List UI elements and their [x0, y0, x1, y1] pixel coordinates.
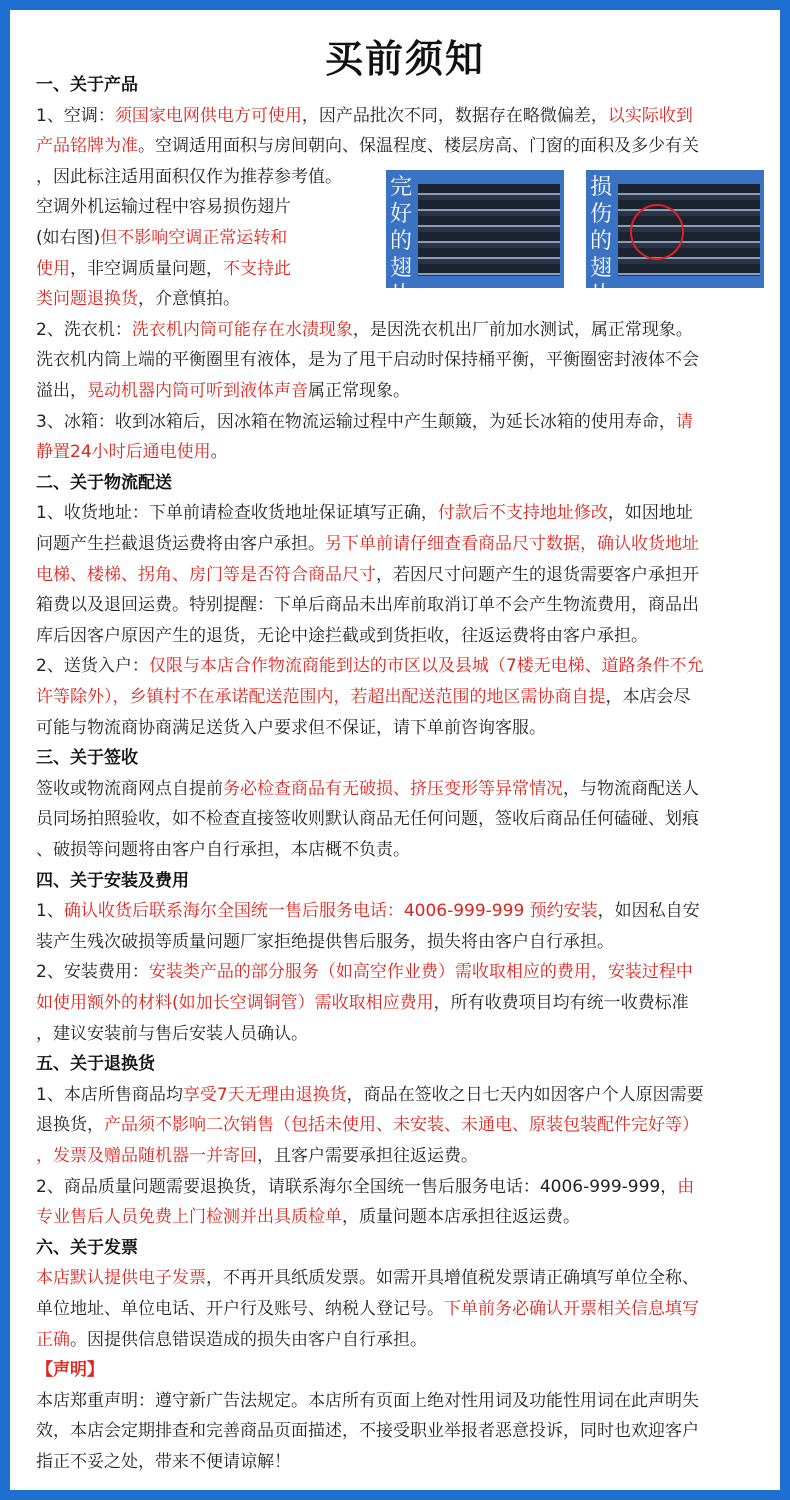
text-line	[36, 1325, 427, 1350]
text-line	[36, 1202, 580, 1227]
text-line	[36, 682, 691, 707]
text-line	[36, 131, 699, 156]
highlight-text: 务必检查商品有无破损、挤压变形等异常情况	[223, 778, 563, 799]
text-line	[36, 651, 704, 676]
text-line	[36, 957, 693, 982]
body-text: 问题产生拦截退货运费将由客户承担。	[36, 534, 325, 554]
text-line	[36, 1080, 704, 1105]
text-line	[36, 498, 693, 523]
section-heading: 六、关于发票	[36, 1237, 138, 1258]
body-text: ，非空调质量问题，	[70, 258, 223, 279]
body-text: ，所有收费项目均有统一收费标准	[433, 993, 689, 1013]
body-text: ，如因私自安	[597, 901, 700, 922]
body-text: ，与物流商配送人	[563, 778, 699, 799]
highlight-text: 付款后不支持地址修改	[437, 503, 608, 524]
body-text: 2、送货入户：	[36, 656, 149, 677]
section-heading: 三、关于签收	[36, 748, 138, 769]
body-text: ，因此标注适用面积仅作为推荐参考值。	[36, 166, 342, 187]
body-text: ，商品在签收之日七天内如因客户个人原因需要	[346, 1084, 704, 1105]
body-text: 属正常现象。	[308, 381, 410, 401]
text-line	[36, 590, 699, 615]
text-line	[36, 101, 693, 126]
text-line	[36, 804, 699, 829]
highlight-text: 晃动机器内筒可听到液体声音	[87, 381, 308, 401]
highlight-text: 下单前务必确认开票相关信息填写	[444, 1299, 699, 1319]
highlight-text: 产品须不影响二次销售（包括未使用、未安装、未通电、原装包装配件完好等）	[104, 1115, 699, 1136]
damaged-fin-image	[586, 170, 764, 308]
good-fin-image	[386, 170, 564, 308]
highlight-text: 另下单前请仔细查看商品尺寸数据，确认收货地址	[325, 534, 699, 554]
body-text: 3、冰箱：收到冰箱后，因冰箱在物流运输过程中产生颠簸，为延长冰箱的使用寿命，	[36, 411, 676, 432]
text-line	[36, 1294, 699, 1319]
body-text: 效，本店会定期排查和完善商品页面描述，不接受职业举报者恶意投诉，同时也欢迎客户	[36, 1421, 699, 1442]
body-text: 1、空调：	[36, 105, 115, 126]
body-text: 溢出，	[36, 381, 87, 401]
body-text: 空调外机运输过程中容易损伤翅片	[36, 197, 291, 218]
body-text: 签收或物流商网点自提前	[36, 778, 223, 799]
statement-heading: 【声明】	[36, 1360, 104, 1381]
text-line	[36, 1110, 699, 1135]
body-text: 。空调适用面积与房间朝向、保温程度、楼层房高、门窗的面积及多少有关	[138, 136, 699, 157]
section-heading: 四、关于安装及费用	[36, 870, 189, 891]
section-heading: 一、关于产品	[36, 75, 138, 95]
text-line	[36, 1141, 478, 1166]
section-heading: 二、关于物流配送	[36, 472, 172, 493]
body-text: 库后因客户原因产生的退货，无论中途拦截或到货拒收，往返运费将由客户承担。	[36, 625, 648, 646]
damaged-fin-photo	[618, 184, 760, 276]
damaged-fin-caption: 损伤的翅片	[589, 175, 612, 308]
good-fin-photo	[418, 184, 560, 276]
body-text: ，不再开具纸质发票。如需开具增值税发票请正确填写单位全称、	[206, 1268, 699, 1289]
highlight-text: 静置24小时后通电使用	[36, 442, 211, 463]
highlight-text: 须国家电网供电方可使用	[114, 105, 302, 126]
text-line	[36, 560, 699, 585]
text-line	[36, 376, 410, 401]
highlight-text: 安装类产品的部分服务（如高空作业费）需收取相应的费用，安装过程中	[148, 962, 693, 983]
text-line	[36, 1386, 699, 1411]
text-line	[36, 254, 291, 279]
highlight-text: 由	[677, 1176, 695, 1197]
text-line	[36, 713, 546, 738]
good-fin-caption: 完好的翅片	[389, 175, 412, 308]
highlight-text: 确认收货后联系海尔全国统一售后服务电话：4006-999-999 预约安装	[63, 901, 598, 922]
page-title: 买前须知	[324, 37, 485, 81]
body-text: ，质量问题本店承担往返运费。	[342, 1207, 580, 1228]
text-line	[36, 835, 410, 860]
body-text: 。	[210, 442, 228, 463]
highlight-text: 许等除外），乡镇村不在承诺配送范围内，若超出配送范围的地区需协商自提	[36, 687, 606, 707]
text-line	[36, 774, 699, 799]
body-text: ，本店会尽	[605, 687, 691, 707]
highlight-text: 正确	[36, 1329, 70, 1350]
body-text: 2、洗衣机：	[36, 319, 132, 340]
body-text: ，因产品批次不同，数据存在略微偏差，	[301, 105, 608, 126]
body-text: ，若因尺寸问题产生的退货需要客户承担开	[376, 564, 699, 585]
text-line	[36, 621, 648, 646]
text-line	[36, 345, 699, 370]
text-line	[36, 529, 699, 554]
highlight-text: 但不影响空调正常运转和	[100, 228, 288, 248]
text-line	[36, 223, 287, 248]
text-line	[36, 927, 614, 952]
highlight-text: 请	[675, 411, 693, 432]
highlight-text: ，发票及赠品随机器一并寄回	[36, 1146, 257, 1166]
body-text: 装产生残次破损等质量问题厂家拒绝提供售后服务，损失将由客户自行承担。	[36, 931, 614, 952]
body-text: 退换货，	[36, 1115, 104, 1136]
body-text: 可能与物流商协商满足送货入户要求但不保证，请下单前咨询客服。	[36, 717, 546, 738]
text-line	[36, 315, 693, 340]
highlight-text: 以实际收到	[607, 105, 693, 126]
body-text: 指正不妥之处，带来不便请谅解！	[36, 1452, 291, 1472]
body-text: 。因提供信息错误造成的损失由客户自行承担。	[70, 1329, 427, 1350]
text-line	[36, 896, 700, 921]
body-text: 洗衣机内筒上端的平衡圈里有液体，是为了甩干启动时保持桶平衡，平衡圈密封液体不会	[36, 350, 699, 371]
text-line	[36, 1019, 308, 1044]
highlight-text: 类问题退换货	[36, 289, 138, 310]
text-line	[36, 284, 240, 309]
highlight-text: 电梯、楼梯、拐角、房门等是否符合商品尺寸	[36, 564, 376, 585]
body-text: ，是因洗衣机出厂前加水测试，属正常现象。	[352, 319, 693, 340]
body-text: (如右图)	[36, 228, 101, 248]
highlight-text: 使用	[36, 258, 70, 279]
body-text: ，且客户需要承担往返运费。	[257, 1146, 478, 1166]
highlight-text: 产品铭牌为准	[36, 136, 138, 157]
body-text: 1、	[36, 901, 64, 922]
text-line	[36, 192, 291, 217]
body-text: 箱费以及退回运费。特别提醒：下单后商品未出库前取消订单不会产生物流费用，商品出	[36, 595, 699, 616]
highlight-text: 洗衣机内筒可能存在水渍现象	[131, 319, 353, 340]
body-text: ，介意慎拍。	[138, 289, 240, 310]
highlight-text: 本店默认提供电子发票	[36, 1268, 206, 1289]
highlight-text: 享受7天无理由退换货	[182, 1084, 347, 1105]
text-line	[36, 1416, 699, 1441]
highlight-text: 如使用额外的材料(如加长空调铜管）需收取相应费用	[36, 993, 434, 1013]
body-text: ，如因地址	[607, 503, 693, 524]
body-text: 、破损等问题将由客户自行承担，本店概不负责。	[36, 840, 410, 860]
body-text: 2、安装费用：	[36, 962, 149, 983]
text-line	[36, 437, 228, 462]
text-line	[36, 1263, 699, 1288]
text-line	[36, 1172, 694, 1197]
body-text: ，建议安装前与售后安装人员确认。	[36, 1023, 308, 1044]
highlight-text: 仅限与本店合作物流商能到达的市区以及县城（7楼无电梯、道路条件不允	[148, 656, 704, 677]
body-text: 员同场拍照验收，如不检查直接签收则默认商品无任何问题，签收后商品任何磕碰、划痕	[36, 809, 699, 830]
text-line	[36, 162, 342, 187]
body-text: 本店郑重声明：遵守新广告法规定。本店所有页面上绝对性用词及功能性用词在此声明失	[36, 1390, 699, 1411]
body-text: 1、本店所售商品均	[36, 1084, 183, 1105]
text-line	[36, 1447, 291, 1472]
body-text: 2、商品质量问题需要退换货，请联系海尔全国统一售后服务电话：4006-999-999，	[36, 1176, 678, 1197]
text-line	[36, 407, 693, 432]
body-text: 1、收货地址：下单前请检查收货地址保证填写正确，	[36, 503, 438, 524]
damage-circle-marker	[630, 204, 684, 260]
highlight-text: 不支持此	[223, 258, 291, 279]
body-text: 单位地址、单位电话、开户行及账号、纳税人登记号。	[36, 1299, 444, 1319]
highlight-text: 专业售后人员免费上门检测并出具质检单	[36, 1207, 342, 1228]
section-heading: 五、关于退换货	[36, 1054, 155, 1075]
text-line	[36, 988, 689, 1013]
